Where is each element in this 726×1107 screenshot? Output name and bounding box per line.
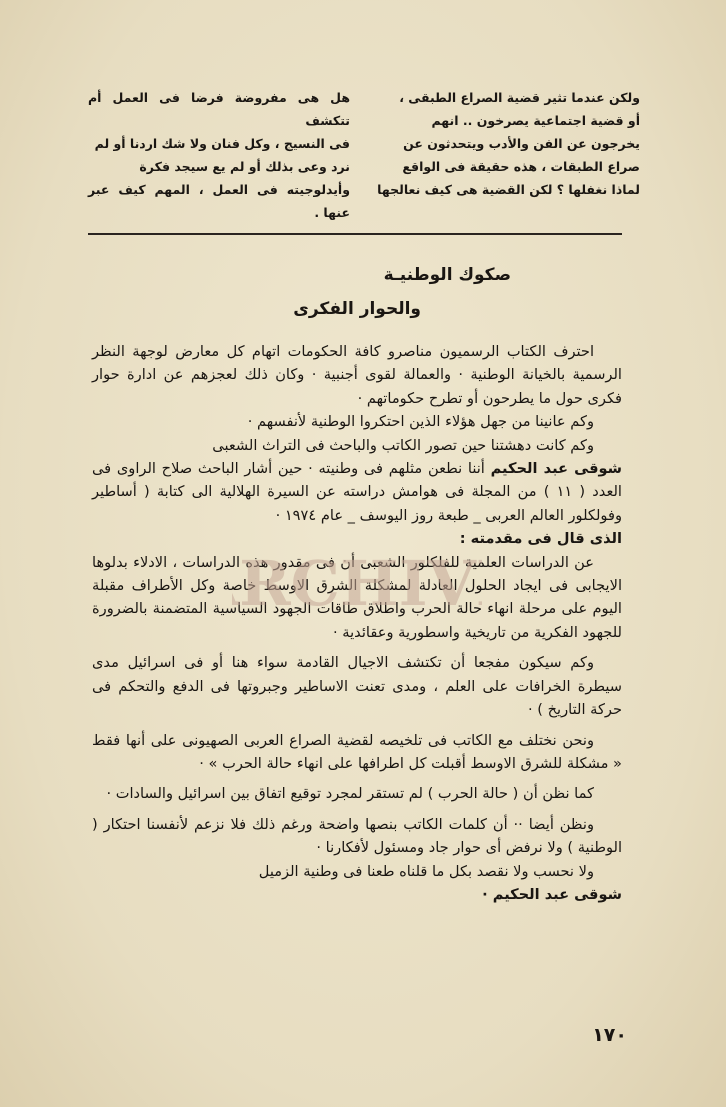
text-line: نرد وعى بذلك أو لم يع سيجد فكرة [139,159,350,174]
quotation: وكم سيكون مفجعا أن تكتشف الاجيال القادمة سواء هنا أو فى اسرائيل مدى سيطرة الخرافات على العلم ، ومدى تعنت الاساطير وجبروتها فى الدفع والتحكم فى حركة التاريخ ) · [92,654,622,719]
article-body [92,340,622,906]
text-line: صراع الطبقات ، هذه حقيقة فى الواقع [402,159,640,174]
section-divider [88,233,622,235]
quotation: عن الدراسات العلمية للفلكلور الشعبى أن فى مقدور هذه الدراسات ، الادلاء بدلوها الايجابى فى ايجاد الحلول العادلة لمشكلة الشرق الاوسط خاصة وكل الأطراف مقبلة اليوم على مرحلة انهاء حالة الحرب واطلاق طاقات الجهود السياسية المتضمنة بالضرورة للجهود الفكرية من تاريخية واسطورية وعقائدية · [92,553,622,641]
top-right-column [370,86,640,201]
paragraph [92,434,622,551]
watermark-text: RCHIV [239,547,476,620]
paragraph: احترف الكتاب الرسميون مناصرو كافة الحكومات اتهام كل معارض لوجهة النظر الرسمية بالخيانة الوطنية · والعمالة لقوى أجنبية · وكان ذلك لعجزهم عن ادارة حوار فكرى حول ما يطرحون أو تطرح حكوماتهم · [92,343,622,407]
paragraph-text: وكم كانت دهشتنا حين تصور الكاتب والباحث فى التراث الشعبى [212,436,594,454]
text-line: فى النسيج ، وكل فنان ولا شك اردنا أو لم [94,136,350,151]
page-number: ١٧٠ [592,1024,627,1046]
text-line: يخرجون عن الفن والأدب ويتحدثون عن [403,136,640,151]
paragraph-text: أننا نطعن مثلهم فى وطنيته · حين أشار الباحث صلاح الراوى فى العدد ( ١١ ) من المجلة فى هوامش دراسته عن السيرة الهلالية الى كتابة ( أساطير وفولكلور العالم العربى _ طبعة روز اليوسف _ عام ١٩٧٤ · [92,460,622,524]
paragraph-text: ولا نحسب ولا نقصد بكل ما قلناه طعنا فى وطنية الزميل [258,862,594,880]
author-name: شوقى عبد الحكيم [490,460,622,478]
text-line: ولكن عندما تثير قضية الصراع الطبقى ، [399,90,640,105]
text-line: أو قضية اجتماعية يصرخون .. انهم [431,113,640,128]
text-line: لماذا نغفلها ؟ لكن القضية هى كيف نعالجها [377,182,640,197]
text-line: وأيدلوجيته فى العمل ، المهم كيف عبر عنها . [88,182,350,220]
bold-phrase: الذى قال فى مقدمته : [459,530,622,548]
paragraph: وكم عانينا من جهل هؤلاء الذين احتكروا الوطنية لأنفسهم · [247,413,594,431]
article-subtitle: والحوار الفكرى [293,299,421,319]
paragraph: كما نظن أن ( حالة الحرب ) لم تستقر لمجرد توقيع اتفاق بين اسرائيل والسادات · [106,785,594,803]
paragraph: ونحن نختلف مع الكاتب فى تلخيصه لقضية الصراع العربى الصهيونى على أنها فقط « مشكلة للشرق الاوسط أقبلت كل اطرافها على انهاء حالة الحرب » · [92,731,622,772]
article-title: صكوك الوطنيـة [383,265,511,285]
author-name: شوقى عبد الحكيم · [482,885,622,903]
top-left-column [88,86,350,224]
paragraph: ونظن أيضا ·· أن كلمات الكاتب بنصها واضحة ورغم ذلك فلا نزعم لأنفسنا احتكار ( الوطنية ) ولا نرفض أى حوار جاد ومسئول لأفكارنا · [92,815,622,857]
paragraph [92,860,622,907]
text-line: هل هى مفروضة فرضا فى العمل أم تتكشف [88,90,350,128]
